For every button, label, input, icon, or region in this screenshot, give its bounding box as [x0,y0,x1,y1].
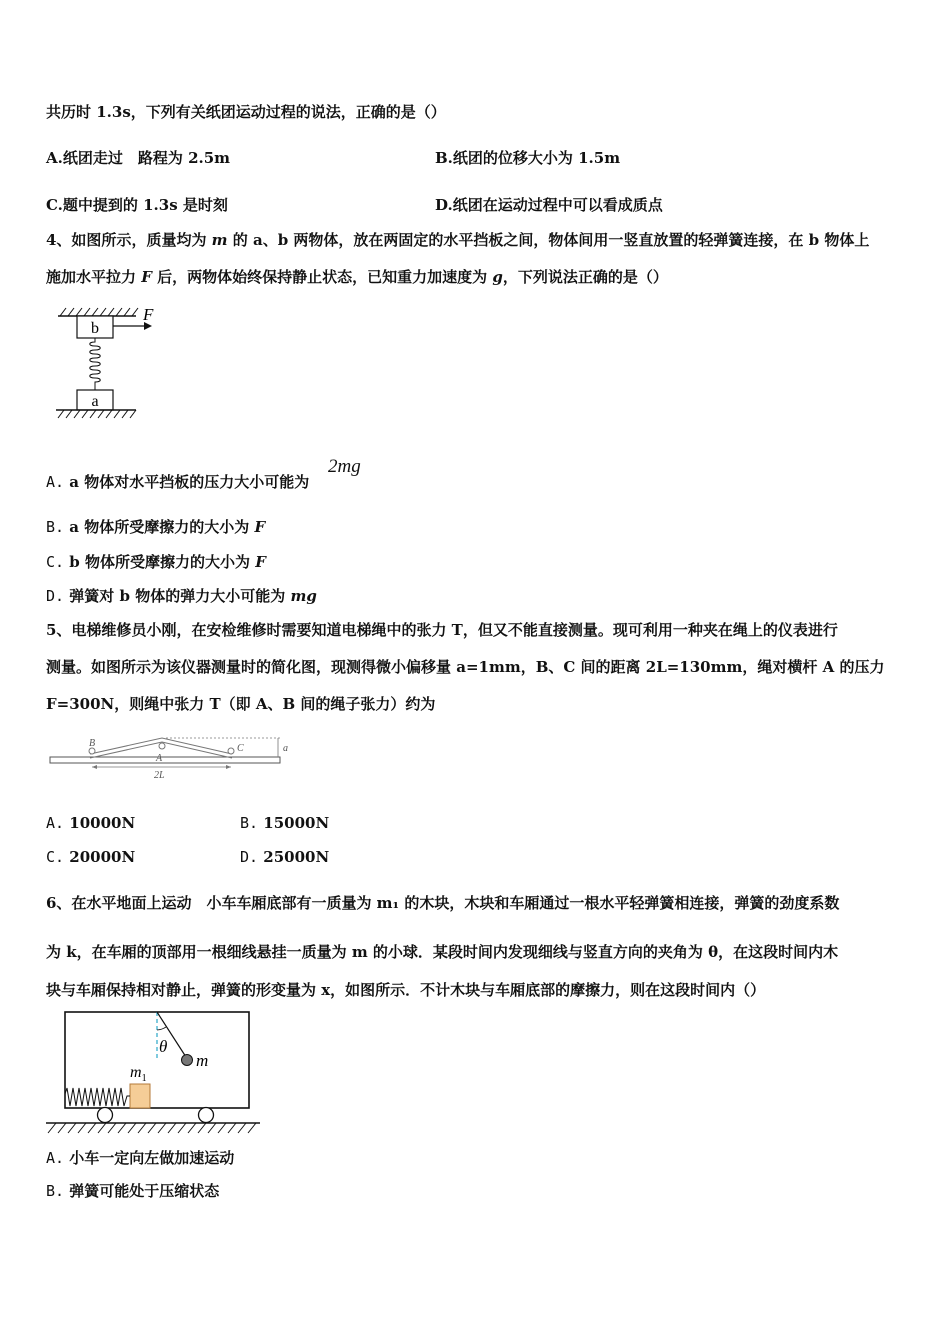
q6-option-a [46,1148,234,1168]
q5-option-c-text: 20000N [64,848,136,866]
q5-stem-line1: 5、电梯维修员小刚，在安检维修时需要知道电梯绳中的张力 T，但又不能直接测量。现可利用一种夹在绳上的仪表进行 [46,621,838,639]
wheel-left [98,1108,113,1123]
q4-text: ，下列说法正确的是（） [502,268,668,286]
q6-stem-line2: 为 k，在车厢的顶部用一根细线悬挂一质量为 m 的小球．某段时间内发现细线与竖直方向的夹角为 θ，在这段时间内木 [46,943,839,961]
q5-figure [46,724,306,784]
clamp-A [159,743,165,749]
label-C: C [237,743,244,754]
q5-option-d-prefix: D. [240,848,259,866]
q6-option-a-text: 小车一定向左做加速运动 [64,1149,235,1167]
q4-option-c-math: F [255,553,266,571]
q4-option-c [46,552,266,572]
q4-option-a-prefix: A. [46,473,65,491]
q4-option-d-math: mg [290,587,317,605]
q4-text: 后，两物体始终保持静止状态，已知重力加速度为 [151,268,493,286]
q5-option-b-prefix: B. [240,814,259,832]
q4-option-d-prefix: D. [46,587,65,605]
q5-option-b [240,813,329,833]
q4-option-a-text: a 物体对水平挡板的压力大小可能为 [64,473,310,491]
q5-option-c-prefix: C. [46,848,65,866]
q4-text: 4、如图所示，质量均为 [46,231,212,249]
q5-option-b-text: 15000N [258,814,330,832]
q4-option-a [46,472,309,492]
q4-stem-line1 [46,230,869,250]
q6-option-b-prefix: B. [46,1182,65,1200]
wheel-right [199,1108,214,1123]
q4-option-c-prefix: C. [46,553,65,571]
label-a-offset: a [283,743,288,754]
q5-option-d-text: 25000N [258,848,330,866]
q4-figure [50,300,170,425]
block-m1-label: $m_1$ [130,1064,147,1084]
q4-option-a-math: 2mg [328,456,361,477]
label-A: A [156,753,163,764]
q3-option-d: D.纸团在运动过程中可以看成质点 [435,196,663,214]
q5-option-a-text: 10000N [64,814,136,832]
q4-option-b-prefix: B. [46,518,65,536]
q3-stem-tail: 共历时 1.3s，下列有关纸团运动过程的说法，正确的是（） [46,103,446,121]
q4-option-c-text: b 物体所受摩擦力的大小为 [64,553,256,571]
block-a-label: a [91,393,99,410]
theta-label: θ [159,1037,168,1056]
q4-stem-line2 [46,267,668,287]
label-2L: 2L [154,770,165,781]
block-b-label: b [91,320,99,337]
force-label: F [143,305,154,324]
q4-text: 施加水平拉力 [46,268,142,286]
q4-text: 的 a、b 两物体，放在两固定的水平挡板之间，物体间用一竖直放置的轻弹簧连接，在 b 物体上 [227,231,870,249]
q6-stem-line1: 6、在水平地面上运动 小车车厢底部有一质量为 m₁ 的木块，木块和车厢通过一根水平轻弹簧相连接，弹簧的劲度系数 [46,894,840,912]
ball-label: m [196,1051,209,1070]
q5-option-a [46,813,135,833]
q5-stem-line2: 测量。如图所示为该仪器测量时的简化图，现测得微小偏移量 a=1mm，B、C 间的距离 2L=130mm，绳对横杆 A 的压力 [46,658,885,676]
q6-stem-line3: 块与车厢保持相对静止，弹簧的形变量为 x，如图所示．不计木块与车厢底部的摩擦力，则在这段时间内（） [46,981,766,999]
q4-option-b-text: a 物体所受摩擦力的大小为 [64,518,255,536]
q5-option-d [240,847,329,867]
q5-stem-line3: F=300N，则绳中张力 T（即 A、B 间的绳子张力）约为 [46,695,436,713]
crossbar [50,757,280,763]
q5-option-c [46,847,135,867]
q4-option-b [46,517,265,537]
q4-option-b-math: F [254,518,266,536]
block-m1 [130,1084,150,1108]
q5-option-a-prefix: A. [46,814,65,832]
q4-var-F: F [141,268,152,286]
q4-option-d-text: 弹簧对 b 物体的弹力大小可能为 [64,587,291,605]
pendulum-ball [182,1055,193,1066]
label-B: B [89,738,96,749]
spring [90,338,101,390]
q4-option-d [46,586,317,606]
clamp-C [228,748,234,754]
q4-var-g: g [492,268,503,286]
q6-option-b-text: 弹簧可能处于压缩状态 [64,1182,220,1200]
q6-option-a-prefix: A. [46,1149,65,1167]
q3-option-a: A.纸团走过 路程为 2.5m [46,149,231,167]
q3-option-b: B.纸团的位移大小为 1.5m [435,149,621,167]
q4-var-m: m [211,231,228,249]
q3-option-c: C.题中提到的 1.3s 是时刻 [46,196,228,214]
q6-figure [44,1008,266,1140]
q6-option-b [46,1181,219,1201]
